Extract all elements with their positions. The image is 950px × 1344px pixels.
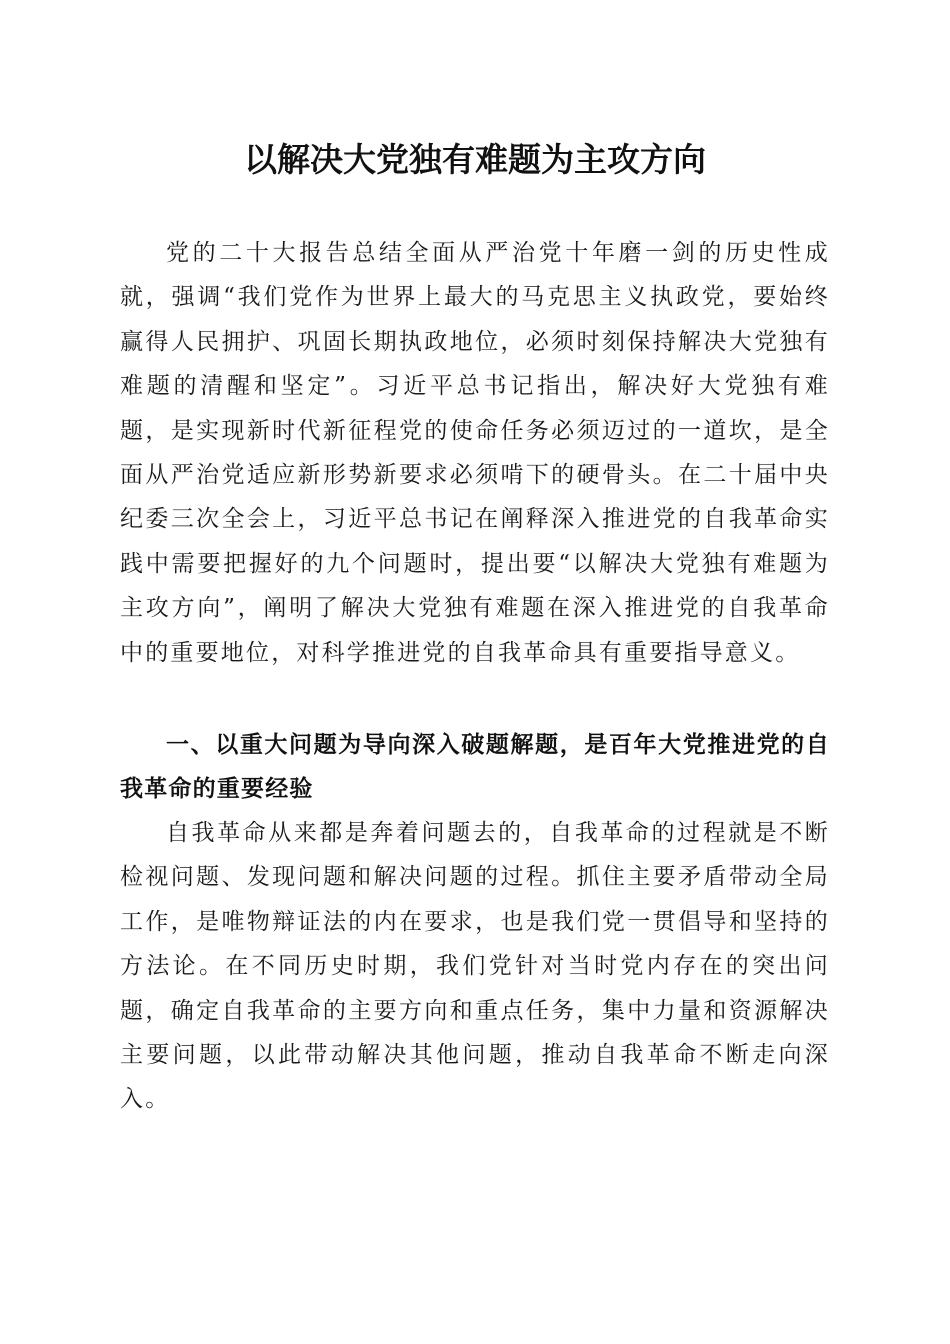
paragraph-intro: 党的二十大报告总结全面从严治党十年磨一剑的历史性成就，强调“我们党作为世界上最大的马克思主义执政党，要始终赢得人民拥护、巩固长期执政地位，必须时刻保持解决大党独有难题的清醒和坚定”。习近平总书记指出，解决好大党独有难题，是实现新时代新征程党的使命任务必须迈过的一道坎，是全面从严治党适应新形势新要求必须啃下的硬骨头。在二十届中央纪委三次全会上，习近平总书记在阐释深入推进党的自我革命实践中需要把握好的九个问题时，提出要“以解决大党独有难题为主攻方向”，阐明了解决大党独有难题在深入推进党的自我革命中的重要地位，对科学推进党的自我革命具有重要指导意义。 [120,240,830,666]
paragraph-section-1: 自我革命从来都是奔着问题去的，自我革命的过程就是不断检视问题、发现问题和解决问题的过程。抓住主要矛盾带动全局工作，是唯物辩证法的内在要求，也是我们党一贯倡导和坚持的方法论。在不同历史时期，我们党针对当时党内存在的突出问题，确定自我革命的主要方向和重点任务，集中力量和资源解决主要问题，以此带动解决其他问题，推动自我革命不断走向深入。 [120,820,830,1113]
document-title: 以解决大党独有难题为主攻方向 [244,140,706,179]
section-heading-1: 一、以重大问题为导向深入破题解题，是百年大党推进党的自我革命的重要经验 [120,732,830,803]
